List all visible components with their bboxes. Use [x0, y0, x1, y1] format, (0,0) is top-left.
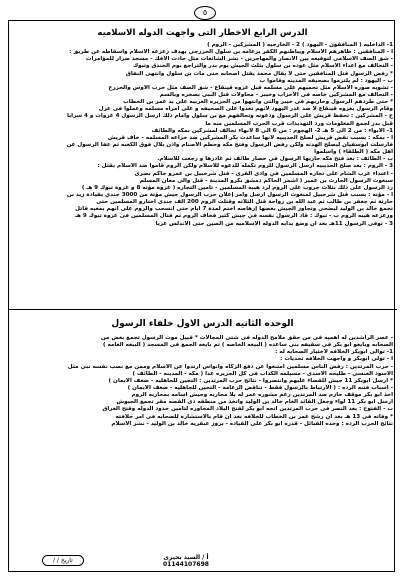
teacher-name: أ / السيد بحيرى: [163, 554, 209, 561]
text-line: ب - اليهود : لم يلتزموا بصحيفه المدينه وقاموا ب: [259, 77, 393, 84]
text-line: الاسود العنسى - طليحه الاسدى - مسيلمه الكذاب فى كل الجزيره عدا ( مكه - المدينه - الطائف ): [132, 370, 393, 377]
text-line: - اعتداء عرب الشام على تجاره المسلمين في وادى القرى - قتل شرحبيل بن عمرو حاكم بصرى: [134, 170, 393, 177]
text-line: وزعزعه هيبه الروم ب - تبوك : قاد الرسول نفسه في جيش كثير فخاف الروم ثم قتال المسلمين فى غزوة تبوك 9 هـ: [75, 213, 393, 220]
text-line: الصحابه وبايعو ابو بكر فى سقيفه بنى ساعده ( البيعه الخاصه ) ثم بايعه الجمع فى المسجد ( البيعه العامه ): [102, 342, 393, 349]
text-line: ارسل ابو بكر 11 لواء وجعل القائد العام خالد بن الوليد واتخذ من منطقه ذى القصه مقر تجمع الجيوش: [116, 399, 393, 406]
text-line: ب - الفتوح : بعد النصر فى حرب المرتدين اتجه ابو بكر لفتح البلاد المجاوره لتأمين حدود الدوله وفتح العراق: [102, 406, 393, 413]
text-line: اهل مكه ( الطلقاء ) واسلموا: [314, 149, 393, 156]
text-line: نتائج الحرب الرده : وحده القبائل - قدره ابو بكر على القياده - بروز عبقريه خالد بن الوليد - نشر الاسلام: [111, 420, 393, 427]
text-line: - عصر الراشدين له اهميه فى من حقق ملامح الدوله فى شتى المجالات * قبيل موت الرسول تجمع بعض من: [100, 335, 393, 341]
text-line: 1- الداخليه ( المنافقون - اليهود ) 2 - الخارجيه ( المشركين - الروم ): [207, 42, 393, 48]
lesson4-title: الدرس الرابع الاخطار التى واجهت الدوله الاسلاميه: [97, 28, 308, 38]
text-line: * حتى طردهم الرسول وحاربهم فى خيبر والتى وانتهوا من الجزيره العربيه على يد عمر بن الخطاب: [123, 99, 393, 106]
unit2-title: الوحده الثانيه الدرس الاول خلفاء الرسول: [111, 319, 294, 329]
text-line: 3 - الروم : بعد صلح الحديبيه ارسل الرسول للروم تكمله للدعوه للاسلام ولكن الروم قاموا ضد الاسلام بقتل :: [97, 163, 393, 170]
text-line: أ - المنافقين : ظاهرهم الاسلام ويباطنهم الكفر بزعامه بن سلول الخزرجى بهدف زعزعه الاسلام واسقاطه عن طريق :: [69, 49, 393, 56]
text-line: أ - تولى ابوبكر و واجهت الخلافه تحديات :: [280, 356, 393, 363]
text-line: رد الرسول على ذلك بثلاث حروب على الروم لرد هيبه المسلمين - تأمين التجاره ( غزوة مؤته 8 و غزوة تبوك 9 هـ ): [81, 184, 393, 191]
page-number: ٥: [194, 6, 216, 20]
text-line: * ارسل ابوبكر 11 جيش للقضاء عليهم وانتصروا - نتائج حرب المرتدين : التحين للجاهليه - ضعف الايمان ): [108, 377, 393, 384]
text-line: - التحالف مع المشركين خاصه فى الاحزاب وخيبر - محاولات قتل النبى بصخره وبالسم: [159, 91, 393, 98]
text-line: أ - بمكه : بسبب نقض قريش لصلح الحديبيه لانها ساعدت بكر المشركين ضد خزاعه المسلمه - خاف قريش: [107, 134, 393, 141]
section-divider: [8, 309, 397, 310]
text-line: أ - مؤته : بسبب قتل شرحبيل لمبعوث الرسول أرسل وأمر إعلان حرب الرسول جيش مؤتة من 3000 جندي بقيادة زيد بن: [66, 191, 393, 198]
text-line: - تشويه صوره الاسلام مثل تحميهم على مسلمه قبل غزوه قينقاع - شق الصف مثل حرب الاوس والخزرج: [108, 84, 393, 91]
text-line: وقام الرسول بغزوه قينقاع لا ضد غدر اليهود لانهم تعدوا على الصحيفه و على امراه مسلمه وعملوا فى عزل: [98, 106, 393, 113]
text-line: - شق الصف الاسلامى لتوقيعه بين الانصار والمهاجرين - نشر الشائعات مثل حادث الافك - مسجد ضرار للمؤامرات: [85, 56, 393, 63]
text-line: 3 - توفى الرسول 11هـ بعد ان وضع بدايه الدوله الاسلاميه من الصين حتى الاندلس غربا: [155, 220, 393, 227]
teacher-credit: [163, 554, 209, 568]
document-page: [8, 6, 397, 578]
text-line: - اسباب فتنه الرده : ( الارتباط بالرسول فقط - تناقض الزعامه - التحين للجاهليه - ضعف الايمان ): [127, 384, 393, 391]
text-line: 1- الأبواء : من 2 الى 5 هـ 2- الهجوم : من 6 الى 8 لانهاء تحالف لمشركين بمكه والطائف: [151, 127, 393, 134]
text-line: ج - المشركين : تحفظ قريش على الرسول ودعوته وتحالفهم مع بن سلول وامام ذلك ارسل الرسول 4 غزوات و 4 سرايا: [66, 113, 393, 120]
text-line: ب - الطائف : بعد فتح مكه حاربها الرسول في حصار طائف ثم غادرها و رجعت للاسلام.: [157, 156, 393, 163]
text-line: * رفض الرسول قتل المنافقين حتى لا يقال محمد يقتل اصحابه حتى مات بن سلول وانتهى النفاق: [125, 70, 393, 77]
text-line: فارسلت ابوسفيان ليصلح الهدنه ولكن رفض الرسول وفتح مكه وحطم الاصنام واذن بلال فوق الكعبه ثم عفا الرسول عن: [66, 141, 393, 148]
text-line: * وفاته فى 13 هـ بعد ان رشح عمر بن الخطاب للخلافه بعد ان قام بالاستشاره للصحابه فى امر خلافته: [115, 413, 393, 420]
text-line: 1- توالى ابوبكر الخلافه لاختيار الصحابه له :: [275, 349, 393, 356]
text-line: - التحالف مع اعداء الاسلام مثل عوده بن سلول بثلث الجيش يوم بدر والتراجع يوم الخندق وتبوك: [132, 63, 393, 70]
unit2-body: [12, 335, 393, 428]
text-line: قبل بدر لجمع المعلومات ورد التهديدات قرب الحرب المسلمين منه ما: [205, 120, 393, 127]
text-line: اخذ ابو بكر موقف حازم ضد المرتدين رغم مشوره عمر له بلا محاربه وجيش اسامه بمحاربه الروم: [131, 392, 393, 399]
teacher-phone: 01144107698: [163, 561, 209, 568]
text-line: تجمع خالد بن الوليد ليضحى وتجاوز الجيش بعضها إرهاصه اختم لمدة 7 ايام حتى انسحب والروم على أنهم بمعيه قاتل: [75, 206, 393, 213]
text-line: سبعوث الرسول الحارث بن عمير ( اشمر الحاكم دمشق بكرو المدينة - قتل والى معان المسلم: [139, 177, 393, 184]
text-line: - حرب المرتدين : رفض الناس مسلمين امتنعوا عن دفع الزكاه وانواس ارتدوا عن الاسلام وممن مع نصب نفسه نبى مثل: [67, 363, 393, 370]
text-line: حارثة ثم جعفر بن طالب ثم عبد الله بن رواحة قتل الثلاثه وقتلت الروم 200 الف جندى اختارو المسلمين حتى: [96, 199, 393, 206]
lesson4-body: [12, 42, 393, 228]
page-footer: [8, 553, 397, 569]
date-field: تاريخ / /: [42, 555, 84, 566]
